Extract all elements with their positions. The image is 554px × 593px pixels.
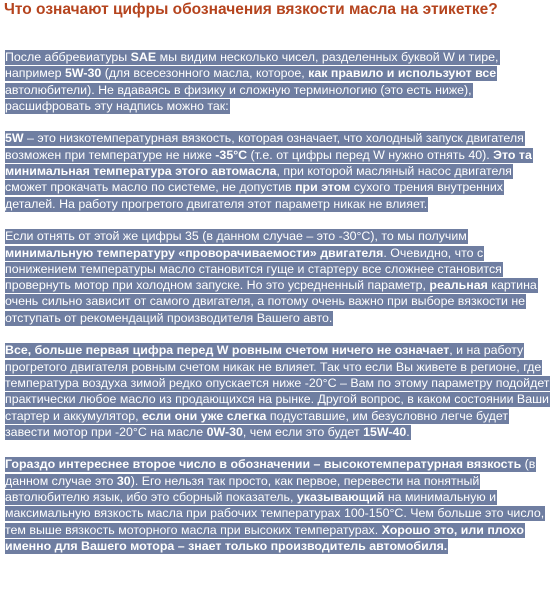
article-heading: Что означают цифры обозначения вязкости масла на этикетке? [4,1,498,18]
article-body [5,49,552,554]
paragraph-sae-intro: После аббревиатуры SAE мы видим несколько чисел, разделенных буквой W и тире, например 5W-30 (для всесезонного масла, которое, как правило и используют все автолюбители). Не вдаваясь в физику и сложную терминологию (это есть ниже), расшифровать эту надпись можно так: [5,50,499,113]
paragraph-first-number: Все, больше первая цифра перед W ровным счетом ничего не означает, и на работу прогретого двигателя ровным счетом никак не влияет. Так что если Вы живете в регионе, где температура воздуха зимой редко опускается ниже -20°С – Вам по этому параметру подойдет практически любое масло из продающихся на рынке. Другой вопрос, в каком состоянии Ваши стартер и аккумулятор, если они уже слегка подуставшие, им безусловно легче будет завести мотор при -20°С на масле 0W-30, чем если это будет 15W-40. [5,343,550,439]
paragraph-low-temp-viscosity: 5W – это низкотемпературная вязкость, которая означает, что холодный запуск двигателя возможен при температуре не ниже -35°С (т.е. от цифры перед W нужно отнять 40). Это та минимальная температура этого автомасла, при которой масляный насос двигателя сможет прокачать масло по системе, не допустив при этом сухого трения внутренних деталей. На работу прогретого двигателя этот параметр никак не влияет. [5,131,532,211]
paragraph-cranking-temperature: Если отнять от этой же цифры 35 (в данном случае – это -30°С), то мы получим минимальную температуру «проворачиваемости» двигателя. Очевидно, что с понижением температуры масло становится гуще и стартеру все сложнее становится провернуть мотор при холодном запуске. Но это усредненный параметр, реальная картина очень сильно зависит от самого двигателя, а потому очень важно при выборе вязкости не отступать от рекомендаций производителя Вашего авто. [5,229,537,325]
paragraph-high-temp-viscosity: Гораздо интереснее второе число в обозначении – высокотемпературная вязкость (в данном случае это 30). Его нельзя так просто, как первое, перевести на понятный автолюбителю язык, ибо это сборный показатель, указывающий на минимальную и максимальную вязкость масла при рабочих температурах 100-150°С. Чем больше это число, тем выше вязкость моторного масла при высоких температурах. Хорошо это, или плохо именно для Вашего мотора – знает только производитель автомобиля. [5,457,545,553]
